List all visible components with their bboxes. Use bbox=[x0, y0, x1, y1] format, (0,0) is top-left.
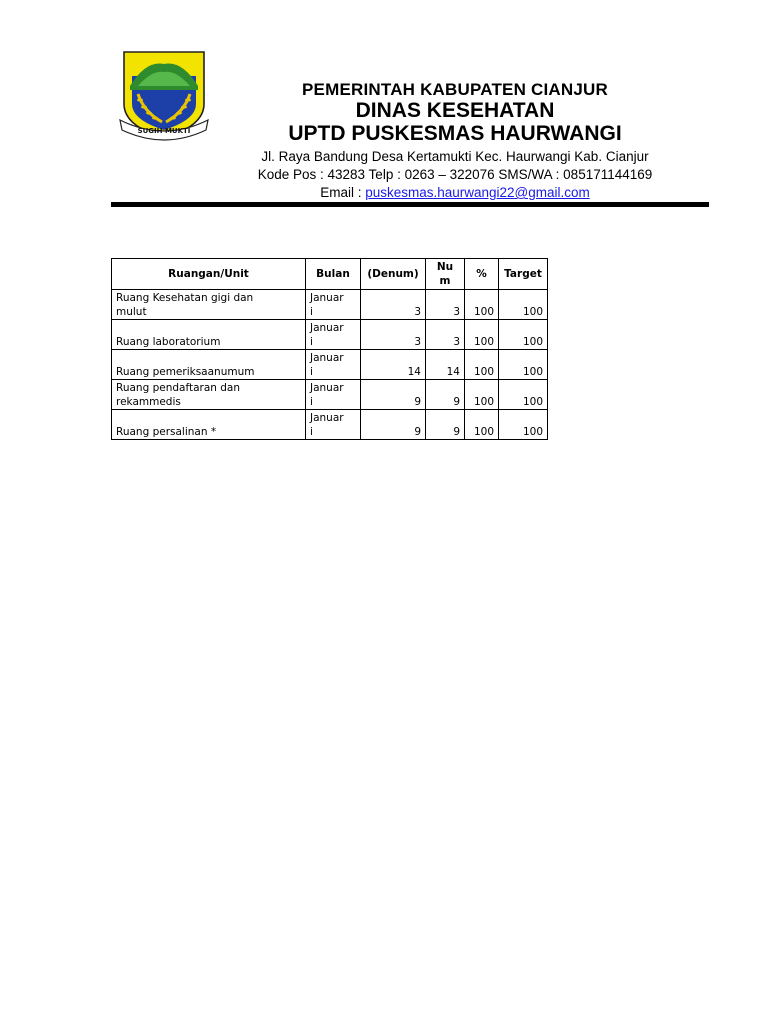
cell-unit-line2: Ruang persalinan * bbox=[116, 426, 217, 438]
logo-motto-text: SUGIH MUKTI bbox=[137, 127, 191, 135]
letterhead-divider bbox=[111, 202, 709, 207]
cell-unit-line1: Ruang pendaftaran dan bbox=[116, 382, 241, 394]
cell-unit-line2: rekammedis bbox=[116, 396, 181, 408]
cell-target: 100 bbox=[499, 290, 548, 320]
header-unit: Ruangan/Unit bbox=[112, 259, 306, 290]
indicator-table bbox=[111, 258, 548, 440]
cell-unit bbox=[112, 350, 306, 380]
email-line bbox=[215, 184, 695, 201]
cell-target: 100 bbox=[499, 350, 548, 380]
address-line: Jl. Raya Bandung Desa Kertamukti Kec. Haurwangi Kab. Cianjur bbox=[261, 149, 649, 164]
cell-num: 9 bbox=[426, 380, 465, 410]
header-denum: (Denum) bbox=[361, 259, 426, 290]
cell-bulan-line1: Januar bbox=[310, 382, 344, 394]
table-row bbox=[112, 320, 548, 350]
cell-bulan bbox=[306, 410, 361, 440]
table-row bbox=[112, 410, 548, 440]
cell-unit bbox=[112, 410, 306, 440]
cell-denum: 9 bbox=[361, 410, 426, 440]
cell-unit-line2: Ruang pemeriksaanumum bbox=[116, 366, 255, 378]
header-num-line1: Nu bbox=[436, 261, 454, 273]
table-row bbox=[112, 290, 548, 320]
header-num-line2: m bbox=[439, 275, 451, 287]
cell-percent: 100 bbox=[465, 290, 499, 320]
cell-unit-line2: Ruang laboratorium bbox=[116, 336, 221, 348]
cell-denum: 3 bbox=[361, 290, 426, 320]
cell-target: 100 bbox=[499, 380, 548, 410]
cell-unit-line1: Ruang Kesehatan gigi dan bbox=[116, 292, 254, 304]
cell-bulan-line2: i bbox=[310, 396, 313, 408]
cell-bulan-line1: Januar bbox=[310, 322, 344, 334]
cell-num: 3 bbox=[426, 320, 465, 350]
header-bulan: Bulan bbox=[306, 259, 361, 290]
cell-bulan bbox=[306, 350, 361, 380]
header-num bbox=[426, 259, 465, 290]
email-link[interactable]: puskesmas.haurwangi22@gmail.com bbox=[365, 185, 590, 200]
cell-bulan-line1: Januar bbox=[310, 352, 344, 364]
cell-bulan-line1: Januar bbox=[310, 292, 344, 304]
table-row bbox=[112, 350, 548, 380]
table-header-row bbox=[112, 259, 548, 290]
cell-denum: 14 bbox=[361, 350, 426, 380]
cell-denum: 9 bbox=[361, 380, 426, 410]
cell-percent: 100 bbox=[465, 350, 499, 380]
government-title: PEMERINTAH KABUPATEN CIANJUR bbox=[302, 80, 608, 99]
header-percent: % bbox=[465, 259, 499, 290]
table-row bbox=[112, 380, 548, 410]
email-label: Email : bbox=[320, 185, 366, 200]
cell-bulan bbox=[306, 320, 361, 350]
cell-bulan-line2: i bbox=[310, 426, 313, 438]
cell-unit bbox=[112, 290, 306, 320]
cianjur-crest-logo bbox=[116, 46, 212, 142]
cell-target: 100 bbox=[499, 410, 548, 440]
cell-percent: 100 bbox=[465, 410, 499, 440]
cell-num: 9 bbox=[426, 410, 465, 440]
header-target: Target bbox=[499, 259, 548, 290]
cell-bulan-line2: i bbox=[310, 306, 313, 318]
cell-num: 3 bbox=[426, 290, 465, 320]
cell-bulan-line1: Januar bbox=[310, 412, 344, 424]
department-title: DINAS KESEHATAN bbox=[355, 99, 555, 122]
cell-target: 100 bbox=[499, 320, 548, 350]
cell-unit bbox=[112, 320, 306, 350]
cell-bulan-line2: i bbox=[310, 336, 313, 348]
letterhead bbox=[215, 80, 695, 201]
cell-bulan bbox=[306, 380, 361, 410]
institution-title: UPTD PUSKESMAS HAURWANGI bbox=[288, 122, 622, 145]
contact-line: Kode Pos : 43283 Telp : 0263 – 322076 SMS/WA : 085171144169 bbox=[257, 167, 653, 182]
cell-percent: 100 bbox=[465, 320, 499, 350]
cell-bulan-line2: i bbox=[310, 366, 313, 378]
cell-bulan bbox=[306, 290, 361, 320]
cell-unit-line2: mulut bbox=[116, 306, 147, 318]
cell-denum: 3 bbox=[361, 320, 426, 350]
cell-unit bbox=[112, 380, 306, 410]
cell-num: 14 bbox=[426, 350, 465, 380]
cell-percent: 100 bbox=[465, 380, 499, 410]
